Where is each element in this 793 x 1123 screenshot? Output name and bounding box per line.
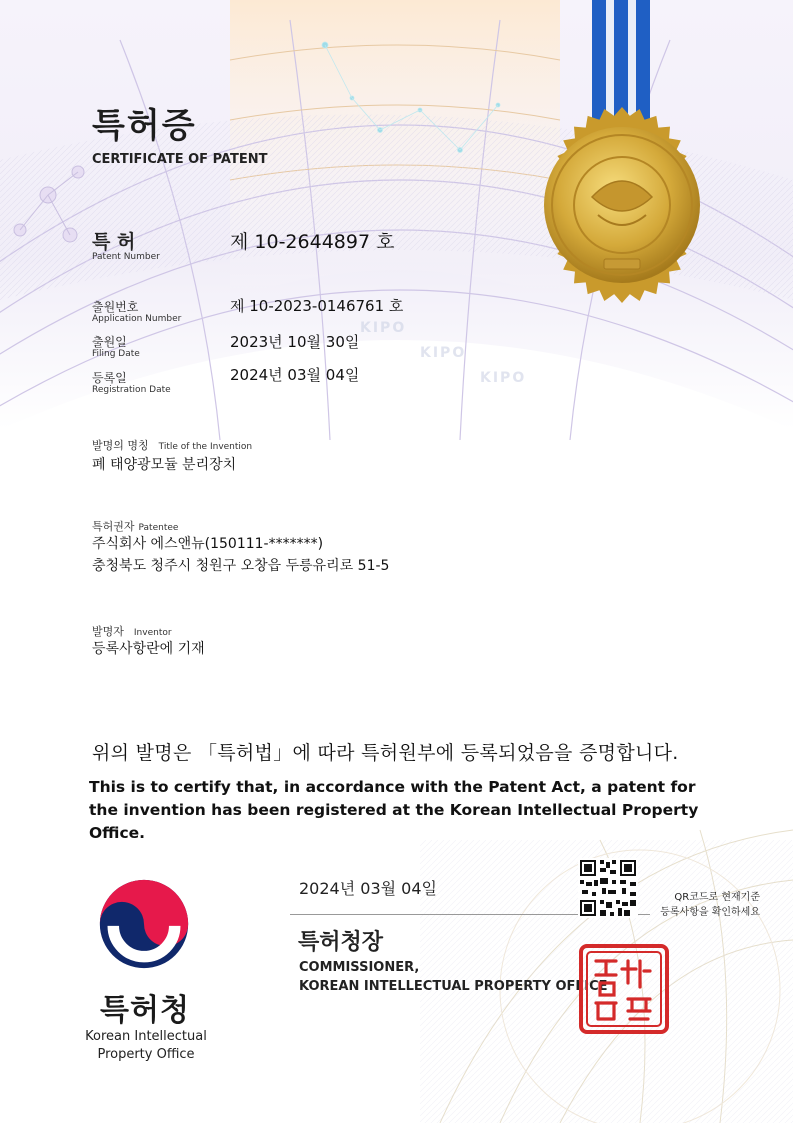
kipo-logo-icon <box>96 876 192 972</box>
issue-date: 2024년 03월 04일 <box>299 879 437 898</box>
logo-name-en <box>76 1028 216 1064</box>
watermark-text: KIPO <box>420 345 467 361</box>
inventor-label <box>92 620 172 639</box>
invention-label-ko: 발명의 명칭 <box>92 439 149 452</box>
registration-label-en: Registration Date <box>92 385 171 395</box>
qr-instruction-line2: 등록사항을 확인하세요 <box>660 907 760 918</box>
watermark-text: KIPO <box>360 320 407 336</box>
commissioner-en-line1: COMMISSIONER, <box>299 960 420 975</box>
logo-name-ko: 특허청 <box>100 993 190 1028</box>
qr-instruction <box>640 890 760 920</box>
application-number: 제 10-2023-0146761 호 <box>230 297 404 315</box>
application-label-en: Application Number <box>92 314 182 324</box>
filing-label: 출원일 <box>92 335 127 349</box>
invention-label <box>92 434 252 453</box>
inventor-value: 등록사항란에 기재 <box>92 641 205 657</box>
registration-label: 등록일 <box>92 371 127 385</box>
registration-date: 2024년 03월 04일 <box>230 366 360 384</box>
gold-seal-icon <box>520 0 730 310</box>
watermark-text: KIPO <box>480 370 527 386</box>
qr-instruction-line1: QR코드로 현재기준 <box>674 892 760 903</box>
logo-name-en-line2: Property Office <box>97 1047 195 1062</box>
inventor-label-ko: 발명자 <box>92 625 124 638</box>
page-subtitle: CERTIFICATE OF PATENT <box>92 152 268 167</box>
filing-date: 2023년 10월 30일 <box>230 333 360 351</box>
patent-label: 특 허 <box>92 231 136 253</box>
invention-title: 폐 태양광모듈 분리장치 <box>92 457 237 473</box>
application-label: 출원번호 <box>92 300 139 314</box>
patentee-address: 충청북도 청주시 청원구 오창읍 두릉유리로 51-5 <box>92 558 390 574</box>
invention-label-en: Title of the Invention <box>158 442 253 452</box>
commissioner-title-ko: 특허청장 <box>298 930 384 955</box>
patentee-label <box>92 515 178 534</box>
patentee-label-en: Patentee <box>138 523 179 533</box>
official-stamp-icon <box>578 943 670 1035</box>
patent-number: 제 10-2644897 호 <box>230 231 395 253</box>
commissioner-en-line2: KOREAN INTELLECTUAL PROPERTY OFFICE <box>299 979 608 994</box>
logo-name-en-line1: Korean Intellectual <box>85 1029 207 1044</box>
qr-code-icon[interactable] <box>578 858 638 918</box>
certification-text-en: This is to certify that, in accordance with the Patent Act, a patent for the invention has been registered at the Korean Intellectual Property Office. <box>89 778 699 842</box>
patent-label-en: Patent Number <box>92 252 160 262</box>
patentee-label-ko: 특허권자 <box>92 520 135 533</box>
certification-text-ko: 위의 발명은 「특허법」에 따라 특허원부에 등록되었음을 증명합니다. <box>92 742 679 764</box>
filing-label-en: Filing Date <box>92 349 140 359</box>
patentee-name: 주식회사 에스앤뉴(150111-*******) <box>92 536 324 552</box>
page-title: 특허증 <box>92 106 197 146</box>
inventor-label-en: Inventor <box>133 628 172 638</box>
